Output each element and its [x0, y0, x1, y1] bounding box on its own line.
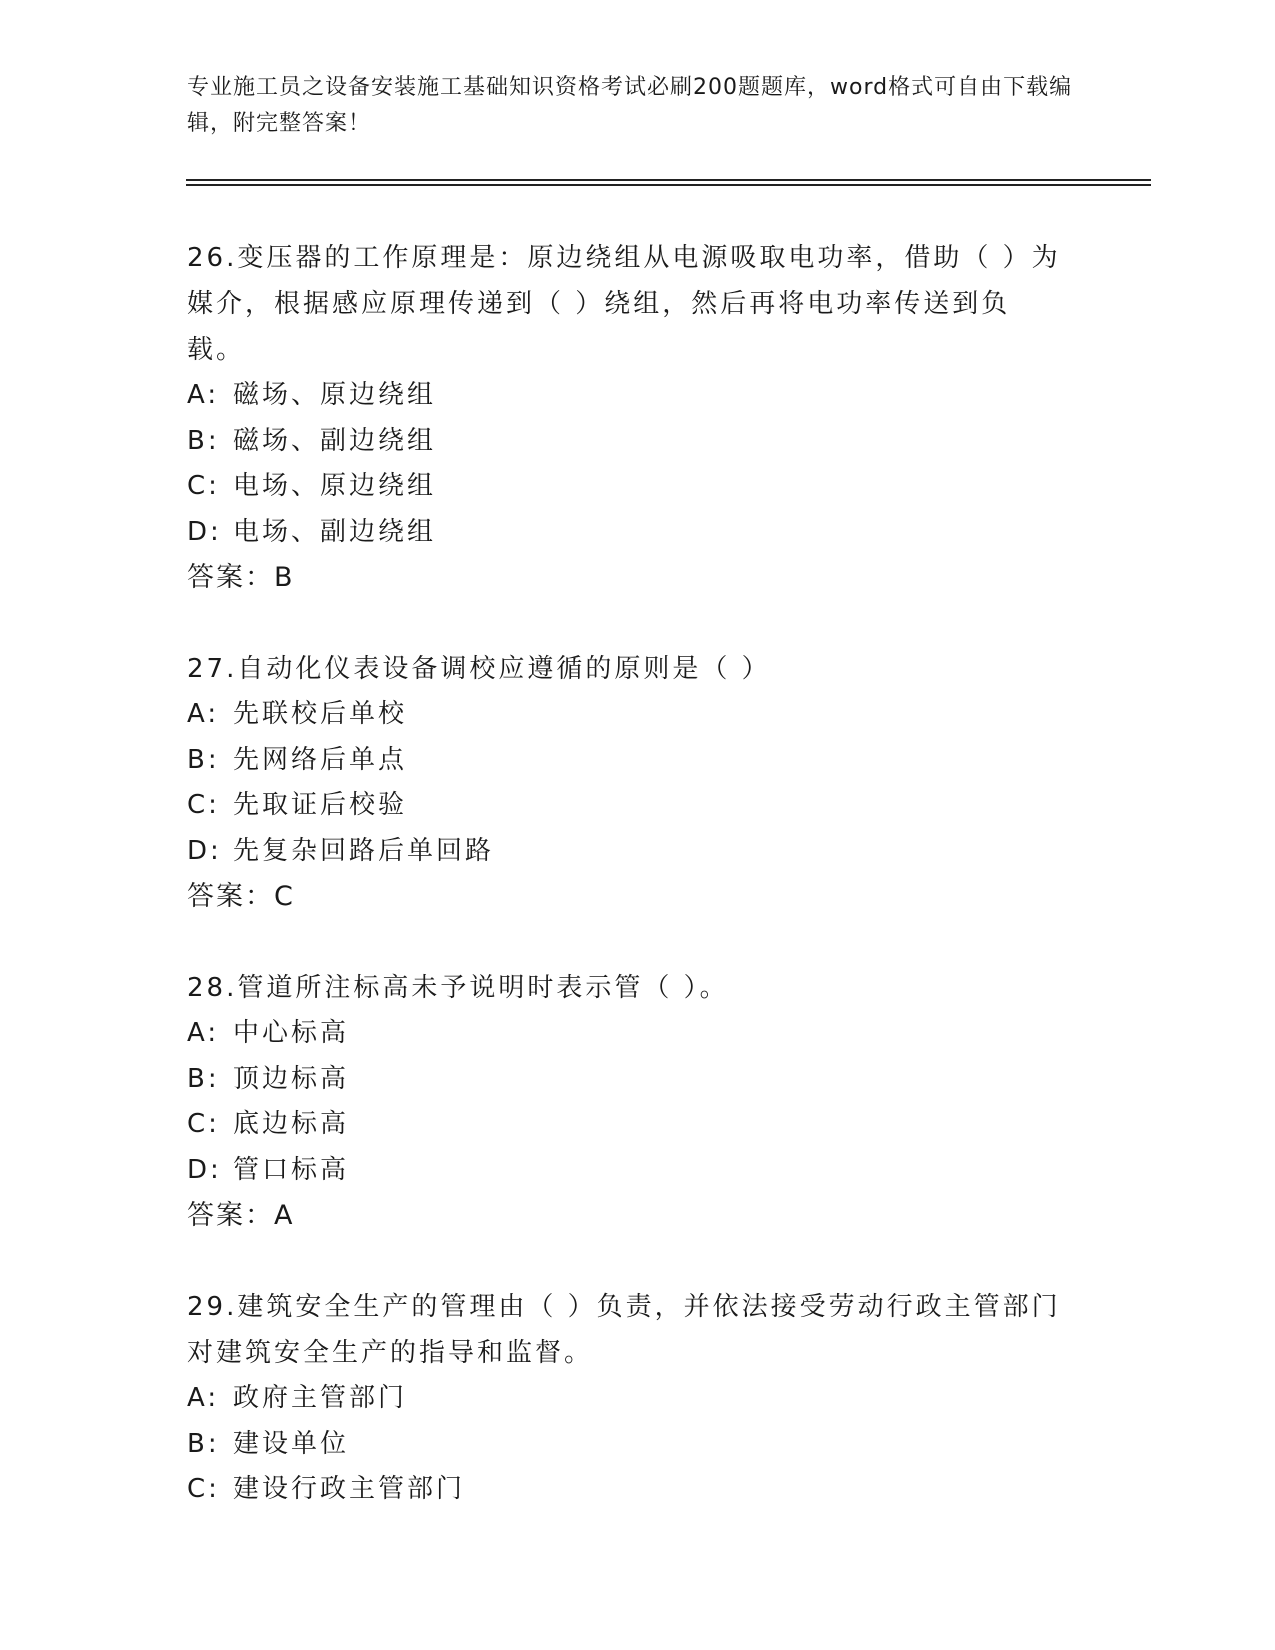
option-text: 电场、副边绕组	[233, 516, 437, 547]
option-c	[187, 783, 1067, 829]
question-stem: 28.管道所注标高未予说明时表示管（ ）。	[187, 973, 729, 1003]
option-d	[187, 829, 1067, 875]
option-a	[187, 1376, 1067, 1422]
question-26	[187, 235, 1067, 601]
option-c	[187, 1467, 1067, 1513]
option-text: 先联校后单校	[233, 699, 408, 729]
option-letter: D:	[187, 835, 222, 866]
option-letter: C:	[187, 1474, 220, 1504]
option-text: 顶边标高	[233, 1063, 350, 1094]
option-b	[187, 1422, 1067, 1468]
option-text: 先网络后单点	[233, 744, 408, 775]
option-c	[187, 1102, 1067, 1148]
option-letter: B:	[187, 744, 220, 775]
question-list	[187, 235, 1067, 1513]
question-stem: 26.变压器的工作原理是：原边绕组从电源吸取电功率，借助（ ）为媒介，根据感应原理传递到（ ）绕组，然后再将电功率传送到负载。	[187, 243, 1061, 365]
option-text: 建设单位	[233, 1428, 350, 1459]
option-letter: B:	[187, 1428, 220, 1459]
option-c	[187, 464, 1067, 510]
option-text: 底边标高	[233, 1109, 350, 1139]
option-letter: C:	[187, 790, 220, 820]
option-letter: A:	[187, 699, 220, 729]
option-a	[187, 1011, 1067, 1057]
answer-line: 答案：C	[187, 881, 295, 912]
option-text: 磁场、副边绕组	[233, 425, 437, 456]
document-header: 专业施工员之设备安装施工基础知识资格考试必刷200题题库，word格式可自由下载编辑，附完整答案！	[187, 75, 1073, 136]
option-letter: D:	[187, 516, 222, 547]
option-d	[187, 510, 1067, 556]
question-28	[187, 965, 1067, 1239]
option-letter: C:	[187, 471, 220, 501]
header-divider-line-secondary	[186, 184, 1151, 186]
option-a	[187, 373, 1067, 419]
option-b	[187, 419, 1067, 465]
answer-line: 答案：A	[187, 1200, 295, 1231]
question-spacer	[187, 1239, 1067, 1284]
option-b	[187, 738, 1067, 784]
option-letter: C:	[187, 1109, 220, 1139]
option-letter: B:	[187, 425, 220, 456]
question-spacer	[187, 920, 1067, 965]
option-a	[187, 692, 1067, 738]
option-text: 管口标高	[233, 1154, 350, 1185]
option-letter: B:	[187, 1063, 220, 1094]
option-text: 先取证后校验	[233, 790, 408, 820]
header-divider-line	[186, 179, 1151, 181]
option-text: 磁场、原边绕组	[233, 380, 437, 410]
option-text: 建设行政主管部门	[233, 1474, 466, 1504]
option-text: 政府主管部门	[233, 1383, 408, 1413]
option-letter: A:	[187, 1018, 220, 1048]
option-text: 先复杂回路后单回路	[233, 835, 495, 866]
option-d	[187, 1148, 1067, 1194]
question-stem: 27.自动化仪表设备调校应遵循的原则是（ ）	[187, 654, 771, 684]
question-29	[187, 1284, 1067, 1513]
option-text: 中心标高	[233, 1018, 350, 1048]
option-text: 电场、原边绕组	[233, 471, 437, 501]
answer-line: 答案：B	[187, 562, 295, 593]
question-spacer	[187, 601, 1067, 646]
option-letter: A:	[187, 380, 220, 410]
option-b	[187, 1057, 1067, 1103]
option-letter: D:	[187, 1154, 222, 1185]
question-stem: 29.建筑安全生产的管理由（ ）负责，并依法接受劳动行政主管部门对建筑安全生产的指导和监督。	[187, 1292, 1061, 1368]
question-27	[187, 646, 1067, 920]
option-letter: A:	[187, 1383, 220, 1413]
